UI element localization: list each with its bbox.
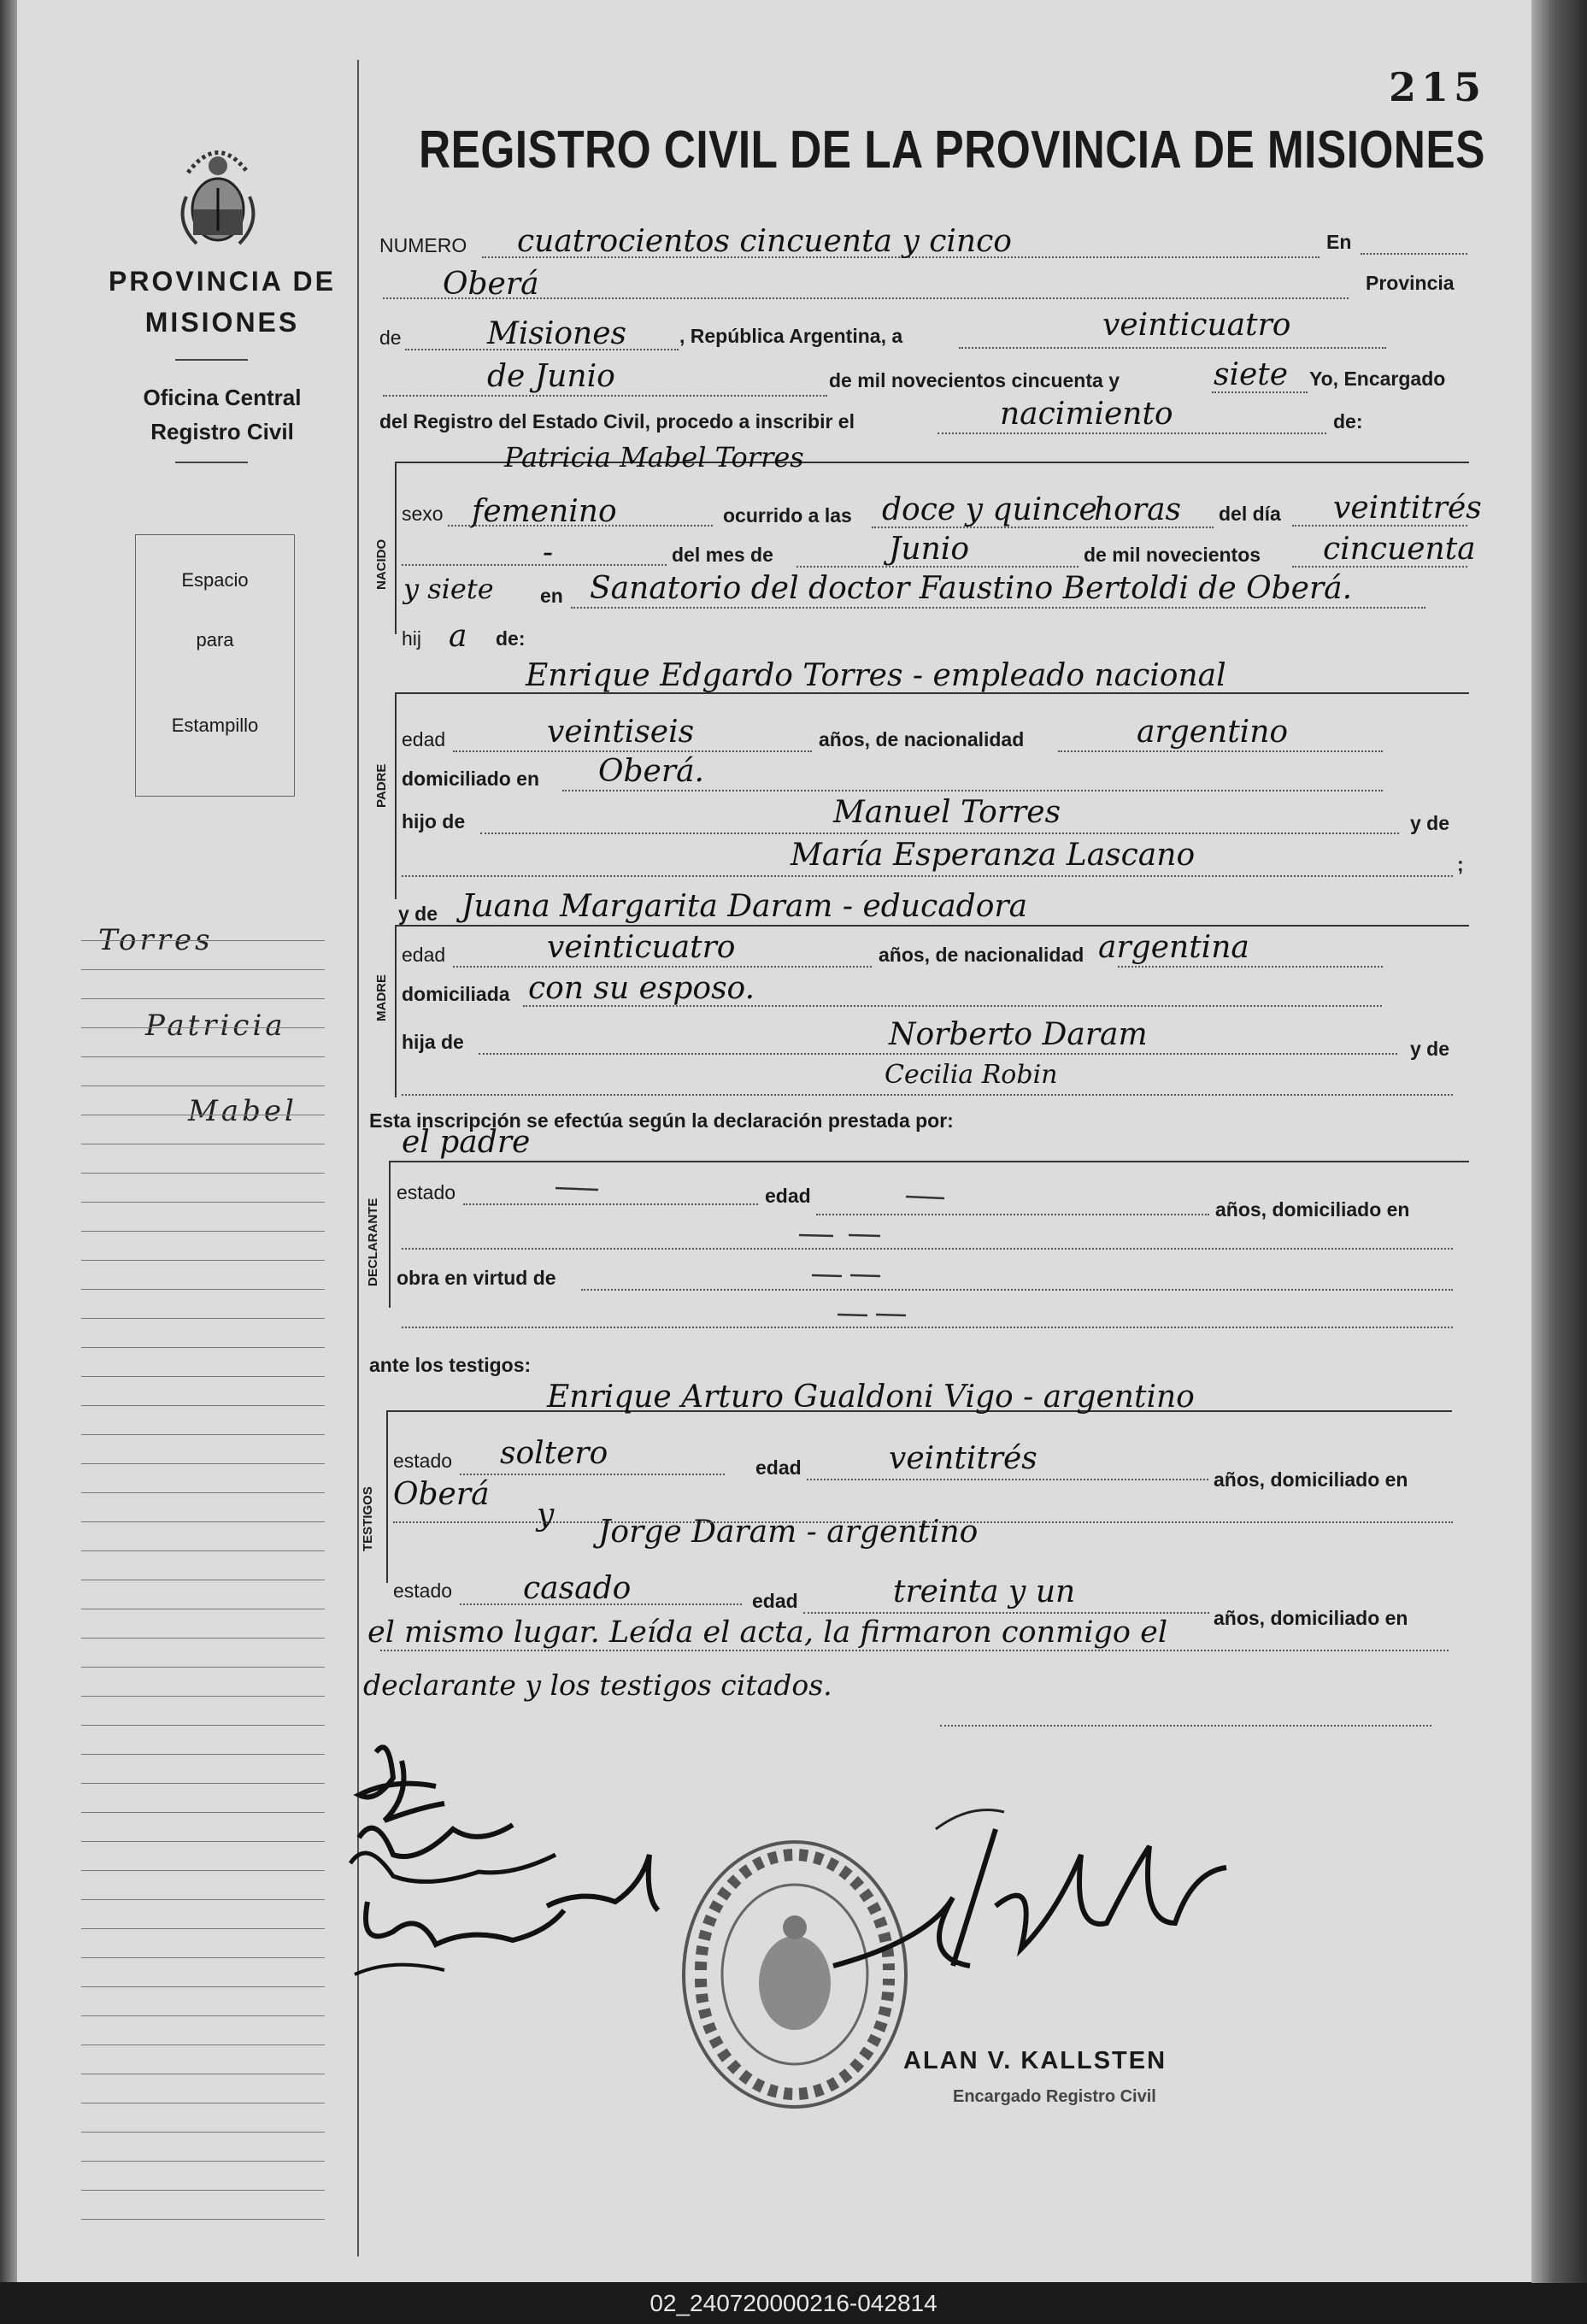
numero-label: NUMERO: [379, 234, 467, 256]
madre-yde2-label: y de: [1410, 1038, 1450, 1060]
image-footer-id: 02_240720000216-042814: [0, 2283, 1587, 2324]
declarante-anos-label: años, domiciliado en: [1215, 1198, 1410, 1221]
madre-edad-label: edad: [402, 944, 446, 966]
padre-anos-label: años, de nacionalidad: [819, 728, 1025, 750]
hij-de-label: de:: [496, 627, 526, 650]
en-label-nacido: en: [540, 585, 563, 607]
day-value: veinticuatro: [1102, 308, 1291, 343]
acto-value: nacimiento: [1000, 397, 1173, 432]
de-colon-label: de:: [1333, 410, 1363, 432]
page-title: REGISTRO CIVIL DE LA PROVINCIA DE MISIONES: [419, 121, 1485, 179]
anio-value: cincuenta: [1323, 532, 1476, 567]
nacido-name-value: Patricia Mabel Torres: [504, 441, 804, 474]
padre-side-label: PADRE: [374, 763, 389, 808]
declarante-side-label: DECLARANTE: [366, 1197, 380, 1286]
declaracion-label: Esta inscripción se efectúa según la declaración prestada por:: [369, 1109, 954, 1132]
signature-declarante: [342, 1727, 564, 2000]
madre-anos-label: años, de nacionalidad: [879, 944, 1084, 966]
padre-semicolon: ;: [1457, 853, 1464, 875]
office-line-1: Oficina Central: [143, 385, 302, 410]
padre-father-value: Manuel Torres: [833, 795, 1061, 830]
stub-surname: Torres: [98, 923, 214, 957]
mes-value: Junio: [889, 532, 969, 567]
hij-value: a: [449, 619, 467, 654]
mil-label: de mil novecientos: [1084, 544, 1261, 566]
declarante-edad-label: edad: [765, 1185, 811, 1207]
testigo1-edad-label: edad: [755, 1456, 802, 1479]
declarante-obra-label: obra en virtud de: [397, 1267, 556, 1289]
provincia-label: Provincia: [1366, 272, 1455, 294]
lugar-value: Sanatorio del doctor Faustino Bertoldi de Oberá.: [590, 571, 1353, 606]
testigo1-estado-label: estado: [393, 1450, 453, 1472]
padre-dom-label: domiciliado en: [402, 768, 540, 790]
madre-mother-value: Cecilia Robin: [885, 1060, 1058, 1090]
padre-name-value: Enrique Edgardo Torres - empleado nacional: [526, 658, 1226, 693]
testigo2-edad-value: treinta y un: [893, 1574, 1076, 1609]
testigo2-estado-value: casado: [523, 1571, 632, 1606]
dia-value: veintitrés: [1333, 491, 1482, 526]
madre-nac-value: argentina: [1098, 930, 1249, 965]
declarante-estado-label: estado: [397, 1181, 456, 1203]
nacido-side-label: NACIDO: [374, 538, 389, 590]
stamp-box-line-3: Estampillo: [171, 715, 259, 736]
madre-father-value: Norberto Daram: [889, 1017, 1148, 1052]
anio2-value: y siete: [403, 573, 494, 605]
del-dia-label: del día: [1219, 503, 1281, 525]
testigo1-value: Enrique Arturo Gualdoni Vigo - argentino: [547, 1380, 1195, 1415]
madre-side-label: MADRE: [374, 974, 389, 1021]
year-label: de mil novecientos cincuenta y: [829, 369, 1120, 391]
testigo2-anos-label: años, domiciliado en: [1214, 1607, 1408, 1629]
de-label: de: [379, 327, 402, 349]
stub-first-name: Patricia: [145, 1009, 286, 1043]
padre-nac-value: argentino: [1137, 715, 1289, 750]
padre-yde-label: y de: [1410, 812, 1450, 834]
hora-value: doce y quince: [882, 492, 1097, 527]
padre-edad-value: veintiseis: [547, 715, 695, 750]
en-label: En: [1326, 231, 1352, 253]
hij-label: hij: [402, 627, 422, 650]
padre-dom-value: Oberá.: [598, 754, 704, 789]
nacido-dash: -: [543, 535, 554, 570]
testigo2-value: Jorge Daram - argentino: [598, 1515, 979, 1550]
madre-dom-value: con su esposo.: [528, 971, 755, 1006]
padre-edad-label: edad: [402, 728, 446, 750]
madre-dom-label: domiciliada: [402, 983, 510, 1005]
republica-label: , República Argentina, a: [679, 325, 903, 347]
padre-mother-value: María Esperanza Lascano: [791, 838, 1196, 873]
year-value: siete: [1214, 357, 1289, 392]
testigo1-anos-label: años, domiciliado en: [1214, 1468, 1408, 1491]
madre-name-value: Juana Margarita Daram - educadora: [461, 889, 1028, 924]
horas-value: horas: [1094, 492, 1182, 527]
madre-hija-label: hija de: [402, 1031, 464, 1053]
closing-line-1: el mismo lugar. Leída el acta, la firmaron conmigo el: [367, 1615, 1168, 1650]
province-line-1: PROVINCIA DE: [109, 266, 336, 297]
page-number: 215: [1389, 64, 1487, 110]
month-value: de Junio: [487, 359, 615, 394]
testigos-side-label: TESTIGOS: [361, 1486, 375, 1551]
officer-name: ALAN V. KALLSTEN: [903, 2047, 1167, 2074]
testigo1-dom-value: Oberá: [393, 1477, 490, 1512]
place-value: Oberá: [443, 267, 539, 302]
testigos-label: ante los testigos:: [369, 1354, 532, 1376]
closing-line-2: declarante y los testigos citados.: [363, 1668, 832, 1702]
del-mes-label: del mes de: [672, 544, 773, 566]
stub-middle-name: Mabel: [188, 1094, 297, 1128]
stamp-box-line-2: para: [196, 629, 234, 650]
yo-label: Yo, Encargado: [1309, 368, 1446, 390]
testigo-y-value: y: [537, 1497, 555, 1533]
stamp-box-line-1: Espacio: [181, 569, 249, 591]
officer-role: Encargado Registro Civil: [953, 2087, 1156, 2106]
sexo-value: femenino: [472, 494, 617, 529]
sexo-label: sexo: [402, 503, 444, 525]
officer-signature: [825, 1795, 1252, 2026]
registro-label: del Registro del Estado Civil, procedo a inscribir el: [379, 410, 855, 432]
testigo1-estado-value: soltero: [500, 1436, 608, 1471]
testigo1-edad-value: veintitrés: [889, 1441, 1037, 1476]
declarante-value: el padre: [402, 1125, 531, 1160]
testigo2-estado-label: estado: [393, 1580, 453, 1602]
office-line-2: Registro Civil: [150, 419, 294, 444]
padre-hijo-label: hijo de: [402, 810, 466, 833]
madre-yde-label: y de: [398, 903, 438, 925]
book-edge: [1531, 0, 1587, 2324]
testigo2-edad-label: edad: [752, 1590, 798, 1612]
madre-edad-value: veinticuatro: [547, 930, 736, 965]
province-line-2: MISIONES: [144, 307, 300, 338]
numero-value: cuatrocientos cincuenta y cinco: [517, 224, 1012, 259]
signature-witness: [547, 1838, 667, 1932]
ocurrido-label: ocurrido a las: [723, 504, 852, 527]
prov-value: Misiones: [487, 316, 627, 351]
